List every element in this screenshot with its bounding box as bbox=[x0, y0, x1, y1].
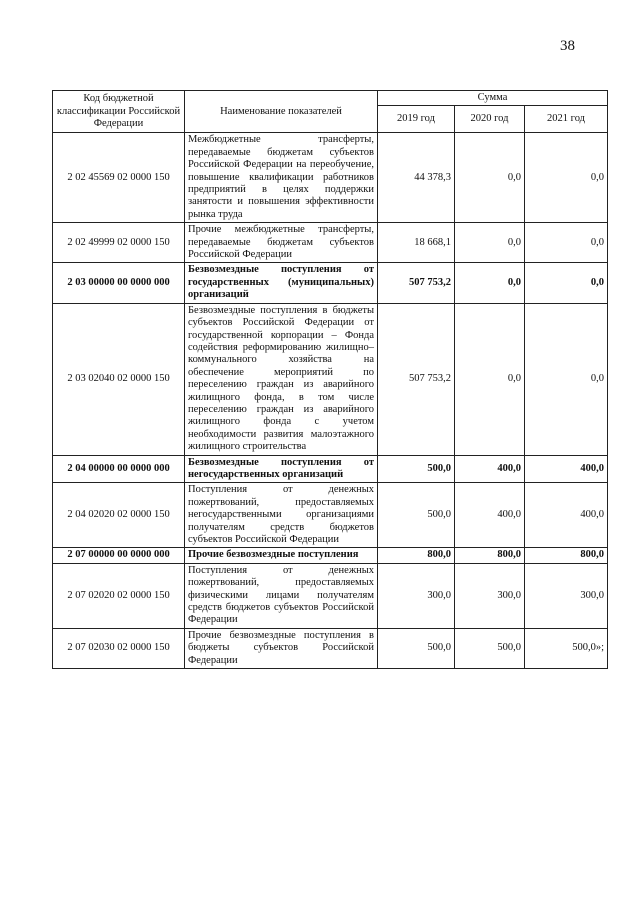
row-value-2021: 400,0 bbox=[525, 483, 608, 548]
row-code: 2 03 02040 02 0000 150 bbox=[53, 303, 185, 455]
row-value-2019: 500,0 bbox=[378, 483, 455, 548]
row-name: Поступления от денежных пожертвований, предоставляемых негосударственными организациями получателям средств бюджетов субъектов Российской Федерации bbox=[185, 483, 378, 548]
row-code: 2 02 49999 02 0000 150 bbox=[53, 223, 185, 263]
table-row bbox=[53, 483, 608, 548]
row-value-2019: 500,0 bbox=[378, 455, 455, 483]
row-value-2021: 0,0 bbox=[525, 133, 608, 223]
row-value-2019: 500,0 bbox=[378, 628, 455, 668]
row-value-2019: 44 378,3 bbox=[378, 133, 455, 223]
row-value-2020: 400,0 bbox=[455, 483, 525, 548]
header-year-2020: 2020 год bbox=[455, 106, 525, 133]
row-value-2021: 0,0 bbox=[525, 303, 608, 455]
row-value-2021: 400,0 bbox=[525, 455, 608, 483]
row-code: 2 07 00000 00 0000 000 bbox=[53, 548, 185, 563]
header-code: Код бюджетной классификации Российской Федерации bbox=[53, 91, 185, 133]
table-row bbox=[53, 303, 608, 455]
row-value-2019: 300,0 bbox=[378, 563, 455, 628]
table-row bbox=[53, 628, 608, 668]
row-name: Прочие межбюджетные трансферты, передаваемые бюджетам субъектов Российской Федерации bbox=[185, 223, 378, 263]
row-name: Безвозмездные поступления от негосударственных организаций bbox=[185, 455, 378, 483]
row-value-2021: 800,0 bbox=[525, 548, 608, 563]
row-value-2021: 300,0 bbox=[525, 563, 608, 628]
row-value-2019: 18 668,1 bbox=[378, 223, 455, 263]
header-sum: Сумма bbox=[378, 91, 608, 106]
table-row-group bbox=[53, 455, 608, 483]
header-year-2019: 2019 год bbox=[378, 106, 455, 133]
row-value-2021: 0,0 bbox=[525, 223, 608, 263]
table-row-group bbox=[53, 263, 608, 303]
row-name: Безвозмездные поступления в бюджеты субъектов Российской Федерации от государственной корпорации – Фонда содействия реформированию жилищно–коммунального хозяйства на обеспечение мероприятий по переселению граждан из аварийного жилищного фонда, в том числе переселению граждан из аварийного жилищного фонда с учетом необходимости развития малоэтажного жилищного строительства bbox=[185, 303, 378, 455]
row-name: Безвозмездные поступления от государственных (муниципальных) организаций bbox=[185, 263, 378, 303]
row-value-2020: 0,0 bbox=[455, 303, 525, 455]
row-name: Прочие безвозмездные поступления bbox=[185, 548, 378, 563]
table-row bbox=[53, 563, 608, 628]
page-number: 38 bbox=[560, 38, 575, 54]
table-row-group bbox=[53, 548, 608, 563]
header-year-2021: 2021 год bbox=[525, 106, 608, 133]
row-code: 2 04 00000 00 0000 000 bbox=[53, 455, 185, 483]
row-value-2019: 507 753,2 bbox=[378, 263, 455, 303]
header-name: Наименование показателей bbox=[185, 91, 378, 133]
row-code: 2 03 00000 00 0000 000 bbox=[53, 263, 185, 303]
row-code: 2 04 02020 02 0000 150 bbox=[53, 483, 185, 548]
row-value-2021: 500,0»; bbox=[525, 628, 608, 668]
row-name: Межбюджетные трансферты, передаваемые бюджетам субъектов Российской Федерации на переобучение, повышение квалификации работников предприятий в целях поддержки занятости и повышения эффективности рынка труда bbox=[185, 133, 378, 223]
row-value-2020: 400,0 bbox=[455, 455, 525, 483]
table-row bbox=[53, 223, 608, 263]
row-code: 2 07 02030 02 0000 150 bbox=[53, 628, 185, 668]
budget-table bbox=[52, 90, 608, 669]
row-code: 2 07 02020 02 0000 150 bbox=[53, 563, 185, 628]
row-value-2020: 800,0 bbox=[455, 548, 525, 563]
row-value-2019: 507 753,2 bbox=[378, 303, 455, 455]
row-name: Прочие безвозмездные поступления в бюджеты субъектов Российской Федерации bbox=[185, 628, 378, 668]
row-value-2020: 0,0 bbox=[455, 223, 525, 263]
row-value-2020: 0,0 bbox=[455, 133, 525, 223]
row-name: Поступления от денежных пожертвований, предоставляемых физическими лицами получателям средств бюджетов субъектов Российской Федерации bbox=[185, 563, 378, 628]
row-value-2020: 500,0 bbox=[455, 628, 525, 668]
row-value-2020: 0,0 bbox=[455, 263, 525, 303]
table-row bbox=[53, 133, 608, 223]
row-value-2019: 800,0 bbox=[378, 548, 455, 563]
row-code: 2 02 45569 02 0000 150 bbox=[53, 133, 185, 223]
row-value-2021: 0,0 bbox=[525, 263, 608, 303]
row-value-2020: 300,0 bbox=[455, 563, 525, 628]
